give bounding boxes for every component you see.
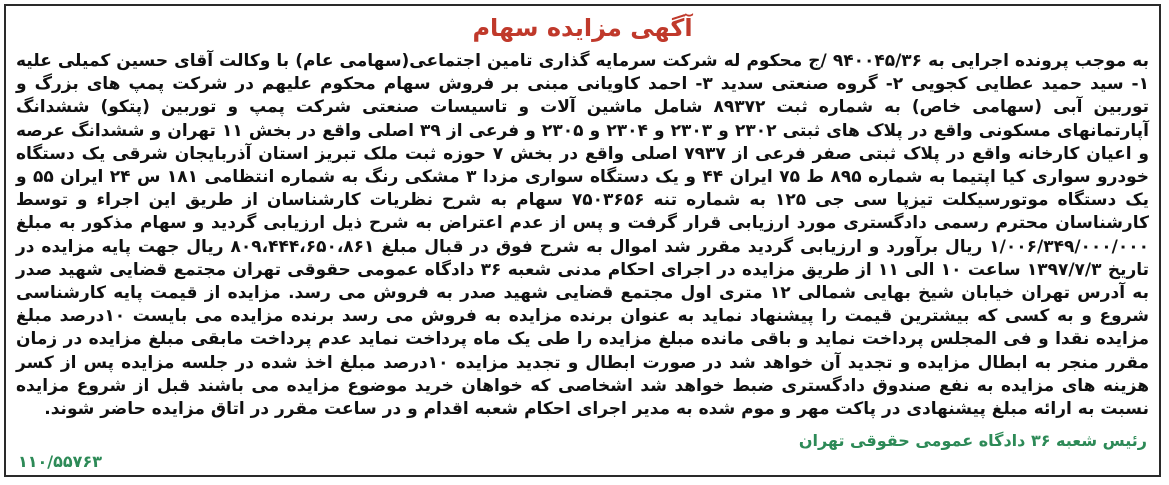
notice-title: آگهی مزایده سهام <box>472 14 693 42</box>
notice-signature: رئیس شعبه ۳۶ دادگاه عمومی حقوقی تهران <box>798 431 1147 450</box>
auction-notice <box>4 4 1161 477</box>
notice-body: به موجب پرونده اجرایی به ۹۴۰۰۴۵/۳۶ /ج محکوم له شرکت سرمایه گذاری تامین اجتماعی(سهامی عام) با وکالت آقای حسین کمیلی علیه ۱- سید حمید عطایی کجویی ۲- گروه صنعتی سدید ۳- احمد کاویانی مبنی بر فروش سهام محکوم علیهم در شرکت پمپ های بزرگ و توربین آبی (سهامی خاص) به شماره ثبت ۸۹۳۷۲ شامل ماشین آلات و تاسیسات صنعتی شرکت پمپ و توربین (پتکو) ششدانگ آپارتمانهای مسکونی واقع در پلاک های ثبتی ۲۳۰۲ و ۲۳۰۳ و ۲۳۰۴ و ۲۳۰۵ و فرعی از ۳۹ اصلی واقع در بخش ۱۱ تهران و ششدانگ عرصه و اعیان کارخانه واقع در پلاک ثبتی صفر فرعی از ۷۹۳۷ اصلی واقع در بخش ۷ حوزه ثبت ملک تبریز استان آذربایجان شرقی یک دستگاه خودرو سواری کیا اپتیما به شماره ۸۹۵ ط ۷۵ ایران ۴۴ و یک دستگاه سواری مزدا ۳ مشکی رنگ به شماره انتظامی ۱۸۱ س ۲۴ ایران ۵۵ و یک دستگاه موتورسیکلت تیزپا سی جی ۱۲۵ به شماره تنه ۷۵۰۳۶۵۶ سهام به شرح نظریات کارشناسان از طریق این اجراء و توسط کارشناسان محترم رسمی دادگستری مورد ارزیابی قرار گرفت و پس از عدم اعتراض به شرح ذیل ارزیابی گردید و سهام مذکور به مبلغ ۱/۰۰۶/۳۴۹/۰۰۰/۰۰۰ ریال برآورد و ارزیابی گردید مقرر شد اموال به شرح فوق در قبال مبلغ ۸۰۹،۴۴۴،۶۵۰،۸۶۱ ریال جهت پایه مزایده در تاریخ ۱۳۹۷/۷/۳ ساعت ۱۰ الی ۱۱ از طریق مزایده در اجرای احکام مدنی شعبه ۳۶ دادگاه عمومی حقوقی تهران مجتمع قضایی شهید صدر به آدرس تهران خیابان شیخ بهایی شمالی ۱۲ متری اول مجتمع قضایی شهید صدر به فروش می رسد. مزایده از قیمت پایه کارشناسی شروع و به کسی که بیشترین قیمت را پیشنهاد نماید به عنوان برنده مزایده به فروش می رسد برنده مزایده می بایست ۱۰درصد مبلغ مزایده نقدا و فی المجلس پرداخت نماید و باقی مانده مبلغ مزایده را طی یک ماه پرداخت نماید عدم پرداخت مابقی مبلغ مزایده در زمان مقرر منجر به ابطال مزایده و تجدید آن خواهد شد در صورت ابطال و تجدید مزایده ۱۰درصد مبلغ اخذ شده در جلسه مزایده پس از کسر هزینه های مزایده به نفع صندوق دادگستری ضبط خواهد شد اشخاصی که خواهان خرید موضوع مزایده می باشند قبل از شروع مزایده نسبت به ارائه مبلغ پیشنهادی در پاکت مهر و موم شده به مدیر اجرای احکام شعبه اقدام و در ساعت مقرر در اتاق مزایده حاضر شوند. <box>16 51 1150 420</box>
notice-id: ۱۱۰/۵۵۷۶۳ <box>18 452 102 471</box>
